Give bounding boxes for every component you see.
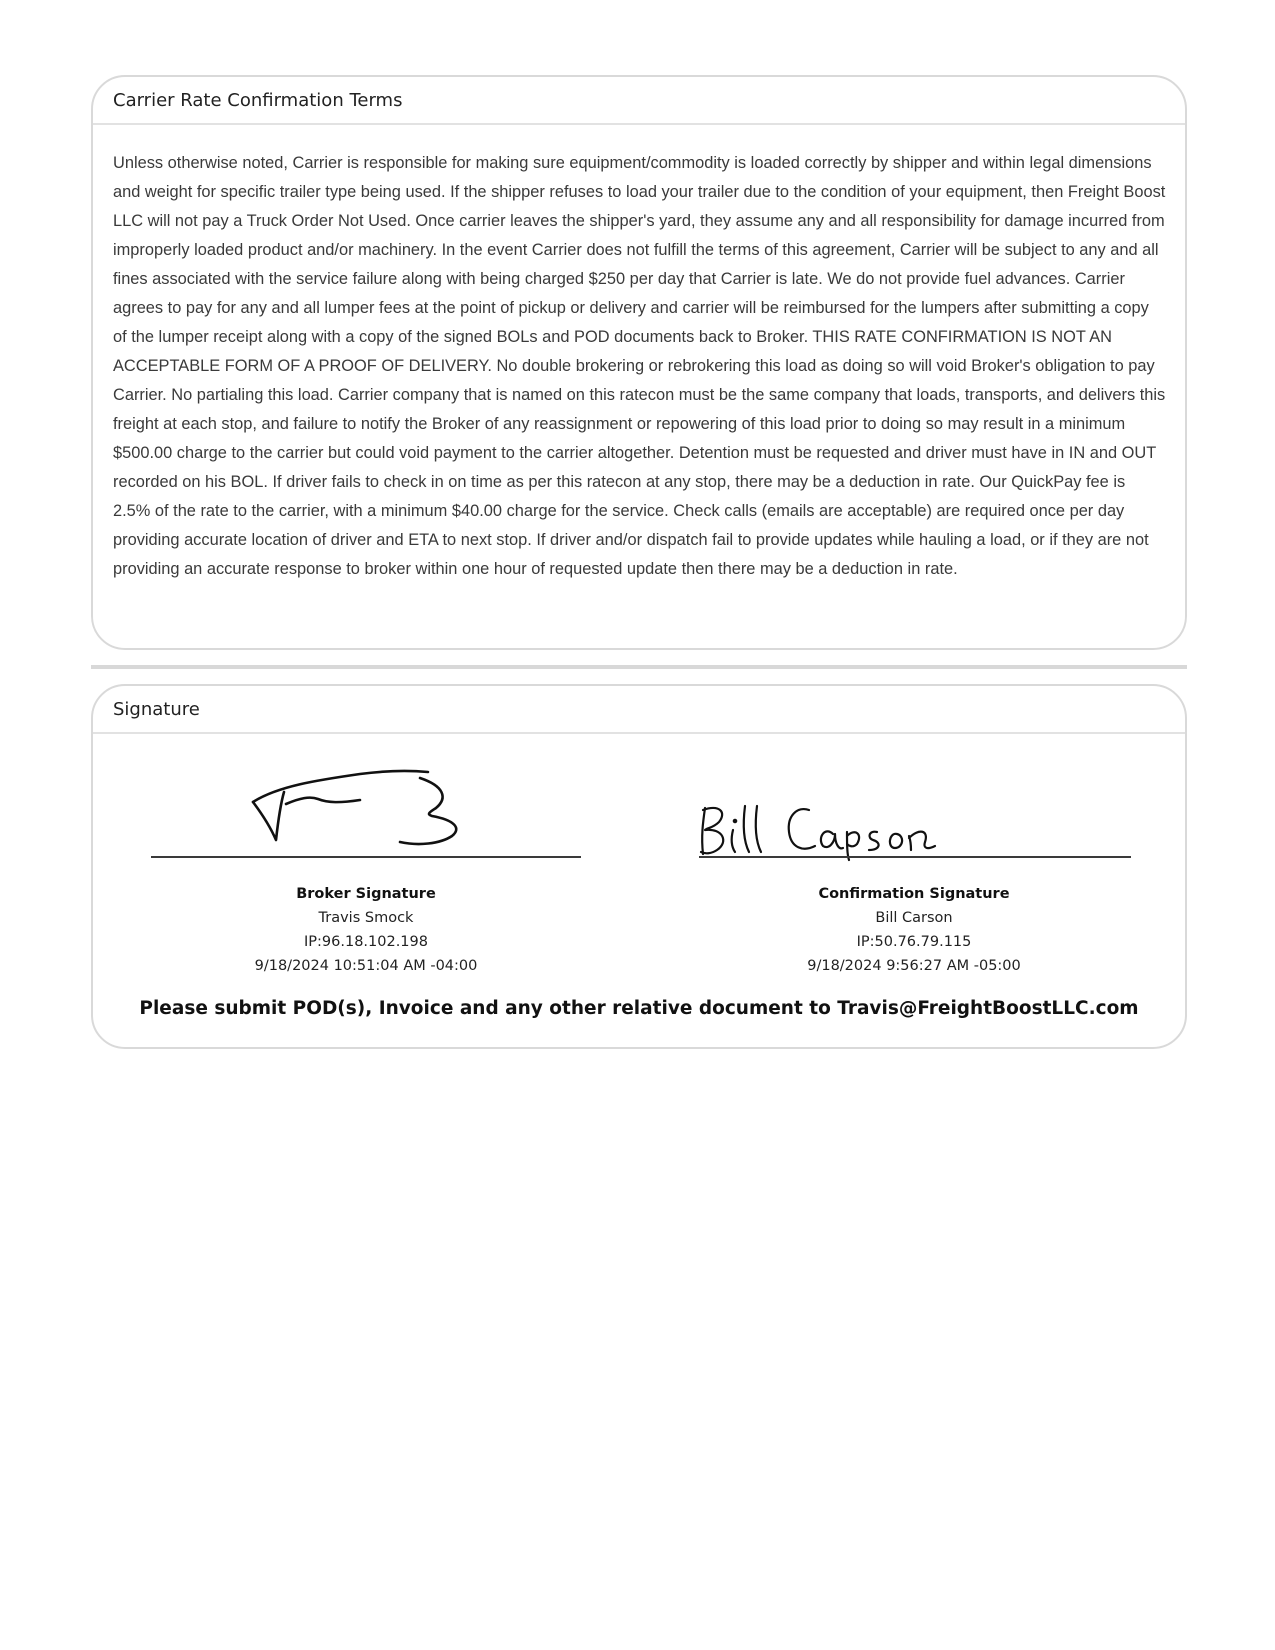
broker-timestamp: 9/18/2024 10:51:04 AM -04:00 — [254, 958, 478, 974]
submit-documents-note: Please submit POD(s), Invoice and any other relative document to Travis@FreightBoostLLC.com — [139, 998, 1139, 1019]
signature-title: Signature — [93, 686, 1185, 734]
terms-body: Unless otherwise noted, Carrier is responsible for making sure equipment/commodity is loaded correctly by shipper and within legal dimensions and weight for specific trailer type being used. If the shipper refuses to load your trailer due to the condition of your equipment, then Freight Boost LLC will not pay a Truck Order Not Used. Once carrier leaves the shipper's yard, they assume any and all responsibility for damage incurred from improperly loaded product and/or machinery. In the event Carrier does not fulfill the terms of this agreement, Carrier will be subject to any and all fines associated with the service failure along with being charged $250 per day that Carrier is late. We do not provide fuel advances. Carrier agrees to pay for any and all lumper fees at the point of pickup or delivery and carrier will be reimbursed for the lumpers after submitting a copy of the lumper receipt along with a copy of the signed BOLs and POD documents back to Broker. THIS RATE CONFIRMATION IS NOT AN ACCEPTABLE FORM OF A PROOF OF DELIVERY. No double brokering or rebrokering this load as doing so will void Broker's obligation to pay Carrier. No partialing this load. Carrier company that is named on this ratecon must be the same company that loads, transports, and delivers this freight at each stop, and failure to notify the Broker of any reassignment or repowering of this load prior to doing so may result in a minimum $500.00 charge to the carrier but could void payment to the carrier altogether. Detention must be requested and driver must have in IN and OUT recorded on his BOL. If driver fails to check in on time as per this ratecon at any stop, there may be a deduction in rate. Our QuickPay fee is 2.5% of the rate to the carrier, with a minimum $40.00 charge for the service. Check calls (emails are acceptable) are required once per day providing accurate location of driver and ETA to next stop. If driver and/or dispatch fail to provide updates while hauling a load, or if they are not providing an accurate response to broker within one hour of requested update then there may be a deduction in rate. — [113, 154, 1166, 578]
confirmation-signature-image — [697, 802, 947, 862]
confirmation-ip: IP:50.76.79.115 — [856, 934, 972, 950]
confirmation-timestamp: 9/18/2024 9:56:27 AM -05:00 — [807, 958, 1021, 974]
broker-name: Travis Smock — [318, 910, 414, 926]
broker-ip: IP:96.18.102.198 — [304, 934, 428, 950]
signature-card — [91, 684, 1187, 1049]
terms-title: Carrier Rate Confirmation Terms — [93, 77, 1185, 125]
confirmation-signature-block — [699, 882, 1129, 978]
confirmation-signature-label: Confirmation Signature — [818, 886, 1010, 902]
broker-signature-label: Broker Signature — [296, 886, 436, 902]
broker-signature-block — [151, 882, 581, 978]
confirmation-signature-line — [699, 856, 1131, 858]
confirmation-name: Bill Carson — [875, 910, 953, 926]
broker-signature-image — [248, 766, 478, 856]
section-divider — [91, 665, 1187, 669]
terms-card — [91, 75, 1187, 650]
broker-signature-line — [151, 856, 581, 858]
